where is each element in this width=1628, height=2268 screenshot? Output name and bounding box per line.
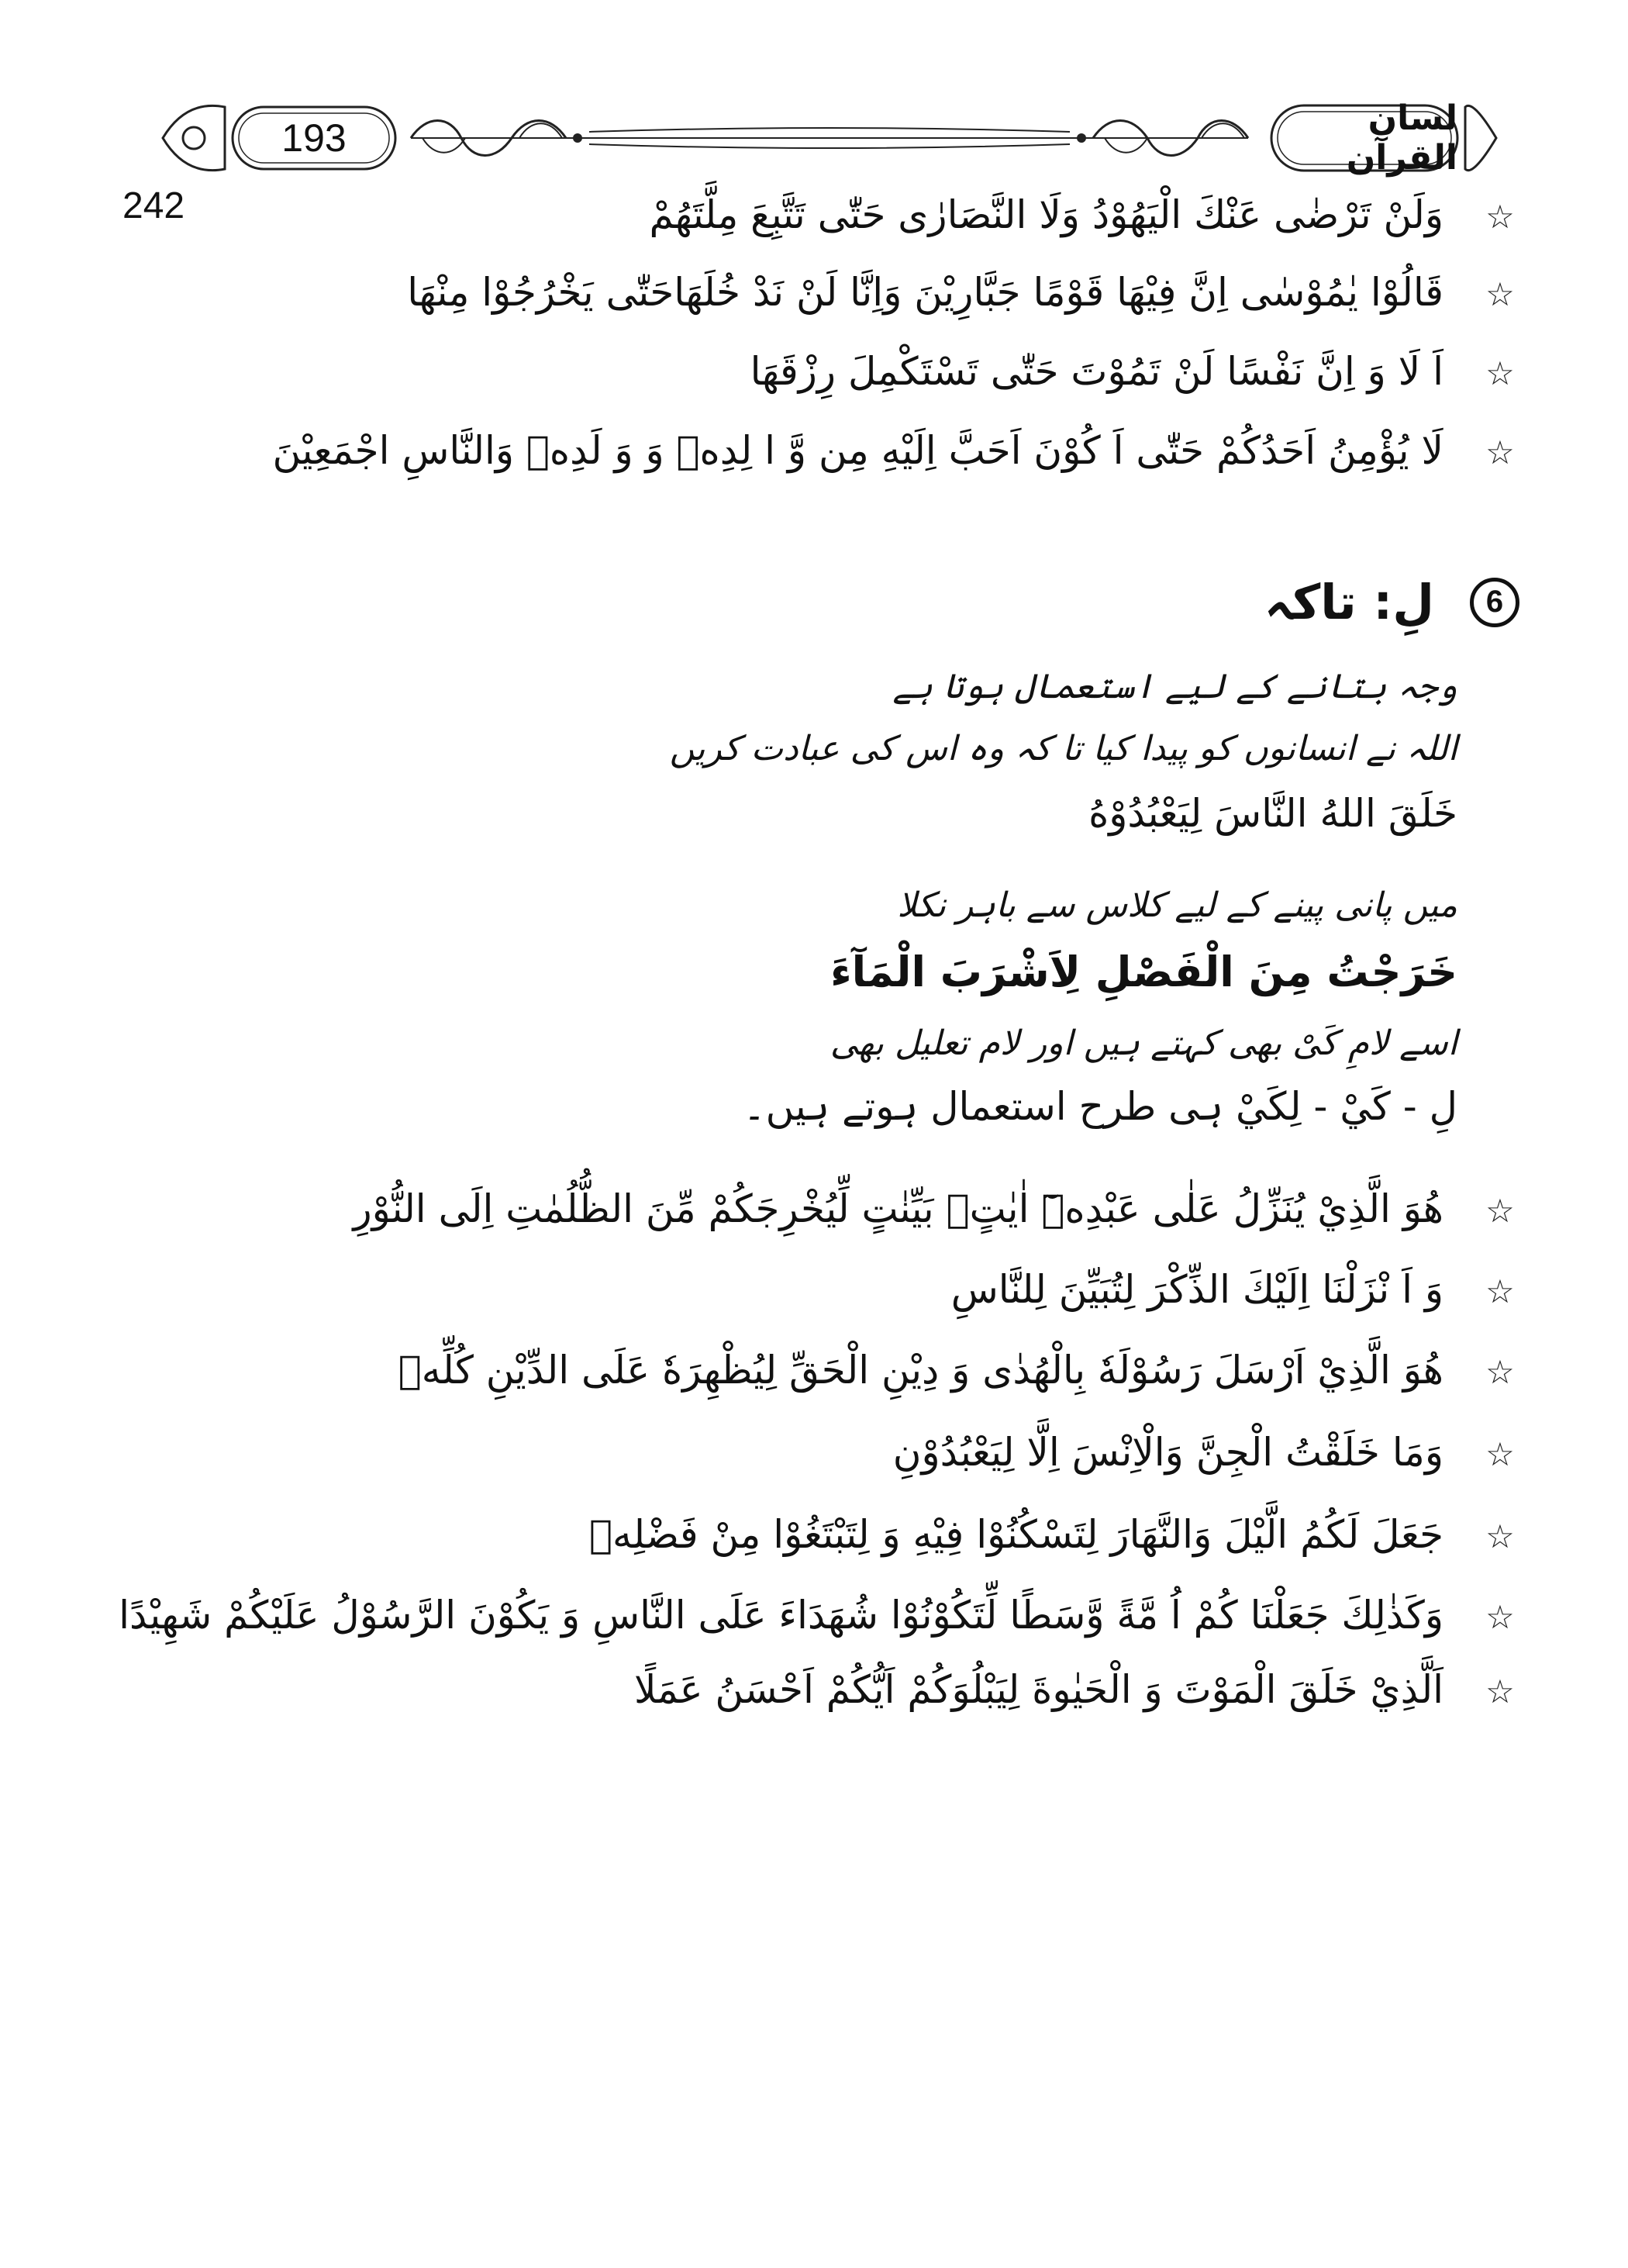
reference-number: 242 (122, 185, 185, 226)
verse-line (407, 270, 1519, 315)
explanation-line: لِ - كَيْ - لِكَيْ ہی طرح استعمال ہوتے ہیں۔ (743, 1084, 1457, 1129)
verse-line (893, 1430, 1519, 1475)
star-outline-icon: ☆ (1485, 1435, 1515, 1473)
explanation-line: اسے لامِ کَیْ بھی کہتے ہیں اور لام تعلیل بھی (830, 1024, 1457, 1063)
example-arabic: خَلَقَ اللهُ النَّاسَ لِيَعْبُدُوْهُ (1088, 791, 1457, 836)
verse-text: جَعَلَ لَكُمُ الَّيْلَ وَالنَّهَارَ لِتَسْكُنُوْا فِيْهِ وَ لِتَبْتَغُوْا مِنْ فَضْلِهٖ (588, 1512, 1443, 1557)
verse-text: هُوَ الَّذِيْ اَرْسَلَ رَسُوْلَهٗ بِالْهُدٰى وَ دِيْنِ الْحَقِّ لِيُظْهِرَهٗ عَلَى الدِّيْنِ كُلِّهٖ (398, 1348, 1443, 1393)
star-outline-icon: ☆ (1485, 1517, 1515, 1555)
verse-text: لَا يُؤْمِنُ اَحَدُكُمْ حَتّٰى اَ كُوْنَ اَحَبَّ اِلَيْهِ مِن وَّ ا لِدِهٖ وَ وَ لَدِهٖ وَالنَّاسِ اجْمَعِيْنَ (272, 428, 1443, 473)
verse-text: هُوَ الَّذِيْ يُنَزِّلُ عَلٰى عَبْدِهٖٓ اٰيٰتٍۢ بَيِّنٰتٍ لِّيُخْرِجَكُمْ مِّنَ الظُّلُمٰتِ اِلَى النُّوْرِ (353, 1186, 1443, 1231)
verse-line (119, 1593, 1519, 1638)
book-title: لسان القرآن (1346, 98, 1457, 178)
star-outline-icon: ☆ (1485, 354, 1515, 392)
section-heading (1264, 574, 1519, 630)
verse-line (634, 1667, 1519, 1712)
verse-text: وَمَا خَلَقْتُ الْجِنَّ وَالْاِنْسَ اِلَّا لِيَعْبُدُوْنِ (892, 1430, 1443, 1475)
section-number: 6 (1470, 578, 1519, 627)
star-outline-icon: ☆ (1485, 1353, 1515, 1391)
star-outline-icon: ☆ (1485, 1272, 1515, 1310)
verse-text: اَلَّذِيْ خَلَقَ الْمَوْتَ وَ الْحَيٰوةَ لِيَبْلُوَكُمْ اَيُّكُمْ اَحْسَنُ عَمَلًا (633, 1667, 1443, 1712)
star-outline-icon: ☆ (1485, 433, 1515, 471)
verse-line (354, 1186, 1520, 1231)
star-outline-icon: ☆ (1485, 1192, 1515, 1230)
verse-text: قَالُوْا يٰمُوْسٰى اِنَّ فِيْهَا قَوْمًا جَبَّارِيْنَ وَاِنَّا لَنْ نَدْ خُلَهَاحَتّٰى يَخْرُجُوْا مِنْهَا (407, 270, 1443, 315)
page-header (155, 84, 1504, 192)
example-arabic: خَرَجْتُ مِنَ الْفَصْلِ لِاَشْرَبَ الْمَآءَ (830, 948, 1457, 996)
verse-line (951, 1267, 1519, 1312)
verse-text: وَلَنْ تَرْضٰى عَنْكَ الْيَهُوْدُ وَلَا النَّصَارٰى حَتّٰى تَتَّبِعَ مِلَّتَهُمْ (649, 192, 1443, 237)
verse-line (750, 349, 1519, 394)
verse-text: اَ لَا وَ اِنَّ نَفْسًا لَنْ تَمُوْتَ حَتّٰى تَسْتَكْمِلَ رِزْقَهَا (750, 349, 1443, 394)
star-outline-icon: ☆ (1485, 1673, 1515, 1710)
verse-line (589, 1512, 1519, 1557)
verse-line (398, 1348, 1519, 1393)
page-number: 193 (281, 116, 347, 160)
explanation-line: وجہ بتانے کے لیے استعمال ہوتا ہے (892, 667, 1457, 706)
verse-text: وَكَذٰلِكَ جَعَلْنَا كُمْ اُ مَّةً وَّسَطًا لِّتَكُوْنُوْا شُهَدَاءَ عَلَى النَّاسِ وَ يَكُوْنَ الرَّسُوْلُ عَلَيْكُمْ شَهِيْدًا (119, 1593, 1443, 1638)
verse-text: وَ اَ نْزَلْنَا اِلَيْكَ الذِّكْرَ لِتُبَيِّنَ لِلنَّاسِ (950, 1267, 1443, 1312)
star-outline-icon: ☆ (1485, 1598, 1515, 1636)
star-outline-icon: ☆ (1485, 198, 1515, 236)
section-title: لِ: تاکہ (1264, 574, 1434, 630)
verse-line (273, 428, 1520, 473)
explanation-line: اللہ نے انسانوں کو پیدا کیا تا کہ وہ اس کی عبادت کریں (669, 729, 1457, 768)
verse-line (649, 192, 1519, 237)
star-outline-icon: ☆ (1485, 275, 1515, 313)
explanation-line: میں پانی پینے کے لیے کلاس سے باہر نکلا (897, 885, 1457, 925)
